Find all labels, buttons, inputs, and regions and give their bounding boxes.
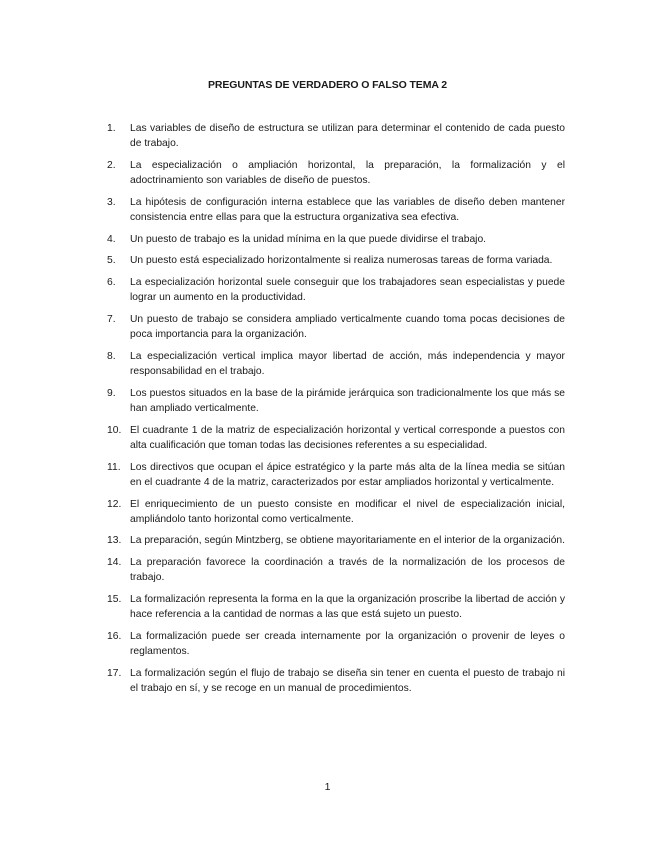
question-text: Los puestos situados en la base de la pirámide jerárquica son tradicionalmente los que más se han ampliado verticalmente.	[130, 387, 565, 415]
question-text: La formalización representa la forma en la que la organización proscribe la libertad de acción y hace referencia a la cantidad de normas a las que está sujeto un puesto.	[130, 594, 565, 621]
question-number: 10.	[107, 424, 122, 436]
question-list	[107, 121, 565, 703]
question-number: 7.	[107, 314, 116, 326]
question-item	[107, 555, 565, 585]
page-number: 1	[324, 781, 331, 793]
question-item	[107, 312, 565, 342]
question-number: 5.	[107, 255, 116, 267]
question-item	[107, 275, 565, 305]
question-number: 8.	[107, 350, 116, 362]
question-text: La formalización puede ser creada internamente por la organización o provenir de leyes o reglamentos.	[130, 630, 565, 658]
question-item	[107, 253, 565, 268]
question-item	[107, 121, 565, 151]
question-text: La especialización horizontal suele conseguir que los trabajadores sean especialistas y puede lograr un aumento en la productividad.	[130, 277, 565, 304]
question-item	[107, 497, 565, 527]
question-number: 15.	[107, 594, 122, 606]
question-item	[107, 592, 565, 622]
question-item	[107, 386, 565, 416]
question-number: 14.	[107, 557, 122, 569]
question-text: El cuadrante 1 de la matriz de especialización horizontal y vertical corresponde a puestos con alta cualificación que toman todas las decisiones referentes a su especialidad.	[130, 424, 565, 451]
question-item	[107, 460, 565, 490]
question-text: La especialización vertical implica mayor libertad de acción, más independencia y mayor responsabilidad en el trabajo.	[130, 350, 565, 378]
question-text: La hipótesis de configuración interna establece que las variables de diseño deben mantener consistencia entre ellas para que la estructura organizativa sea efectiva.	[130, 196, 565, 224]
question-item	[107, 158, 565, 188]
question-text: La preparación favorece la coordinación a través de la normalización de los procesos de trabajo.	[130, 557, 565, 584]
question-text: El enriquecimiento de un puesto consiste en modificar el nivel de especialización inicial, ampliándolo tanto horizontal como verticalmente.	[130, 498, 565, 525]
question-item	[107, 666, 565, 696]
question-number: 2.	[107, 159, 116, 171]
question-text: Un puesto de trabajo es la unidad mínima en la que puede dividirse el trabajo.	[130, 233, 487, 245]
question-number: 13.	[107, 535, 122, 547]
question-item	[107, 423, 565, 453]
question-number: 11.	[107, 461, 121, 473]
question-text: La formalización según el flujo de trabajo se diseña sin tener en cuenta el puesto de trabajo ni el trabajo en sí, y se recoge en un manual de procedimientos.	[130, 667, 565, 695]
question-text: La especialización o ampliación horizontal, la preparación, la formalización y el adoctrinamiento son variables de diseño de puestos.	[130, 159, 565, 187]
question-number: 3.	[107, 196, 116, 208]
question-text: Las variables de diseño de estructura se utilizan para determinar el contenido de cada puesto de trabajo.	[130, 123, 565, 150]
question-item	[107, 195, 565, 225]
question-item	[107, 629, 565, 659]
question-number: 4.	[107, 233, 116, 245]
document-title: PREGUNTAS DE VERDADERO O FALSO TEMA 2	[208, 79, 447, 91]
question-number: 17.	[107, 667, 122, 679]
question-item	[107, 232, 565, 247]
question-item	[107, 533, 565, 548]
question-number: 1.	[107, 123, 116, 134]
question-number: 9.	[107, 387, 116, 399]
question-number: 12.	[107, 498, 122, 510]
question-text: Los directivos que ocupan el ápice estratégico y la parte más alta de la línea media se sitúan en el cuadrante 4 de la matriz, caracterizados por estar ampliados horizontal y verticalmente.	[130, 461, 565, 488]
question-number: 6.	[107, 277, 116, 289]
question-text: Un puesto de trabajo se considera ampliado verticalmente cuando toma pocas decisiones de poca importancia para la organización.	[130, 314, 565, 341]
question-item	[107, 349, 565, 379]
question-number: 16.	[107, 630, 122, 642]
question-text: La preparación, según Mintzberg, se obtiene mayoritariamente en el interior de la organización.	[130, 535, 566, 547]
question-text: Un puesto está especializado horizontalmente si realiza numerosas tareas de forma variada.	[130, 255, 553, 267]
